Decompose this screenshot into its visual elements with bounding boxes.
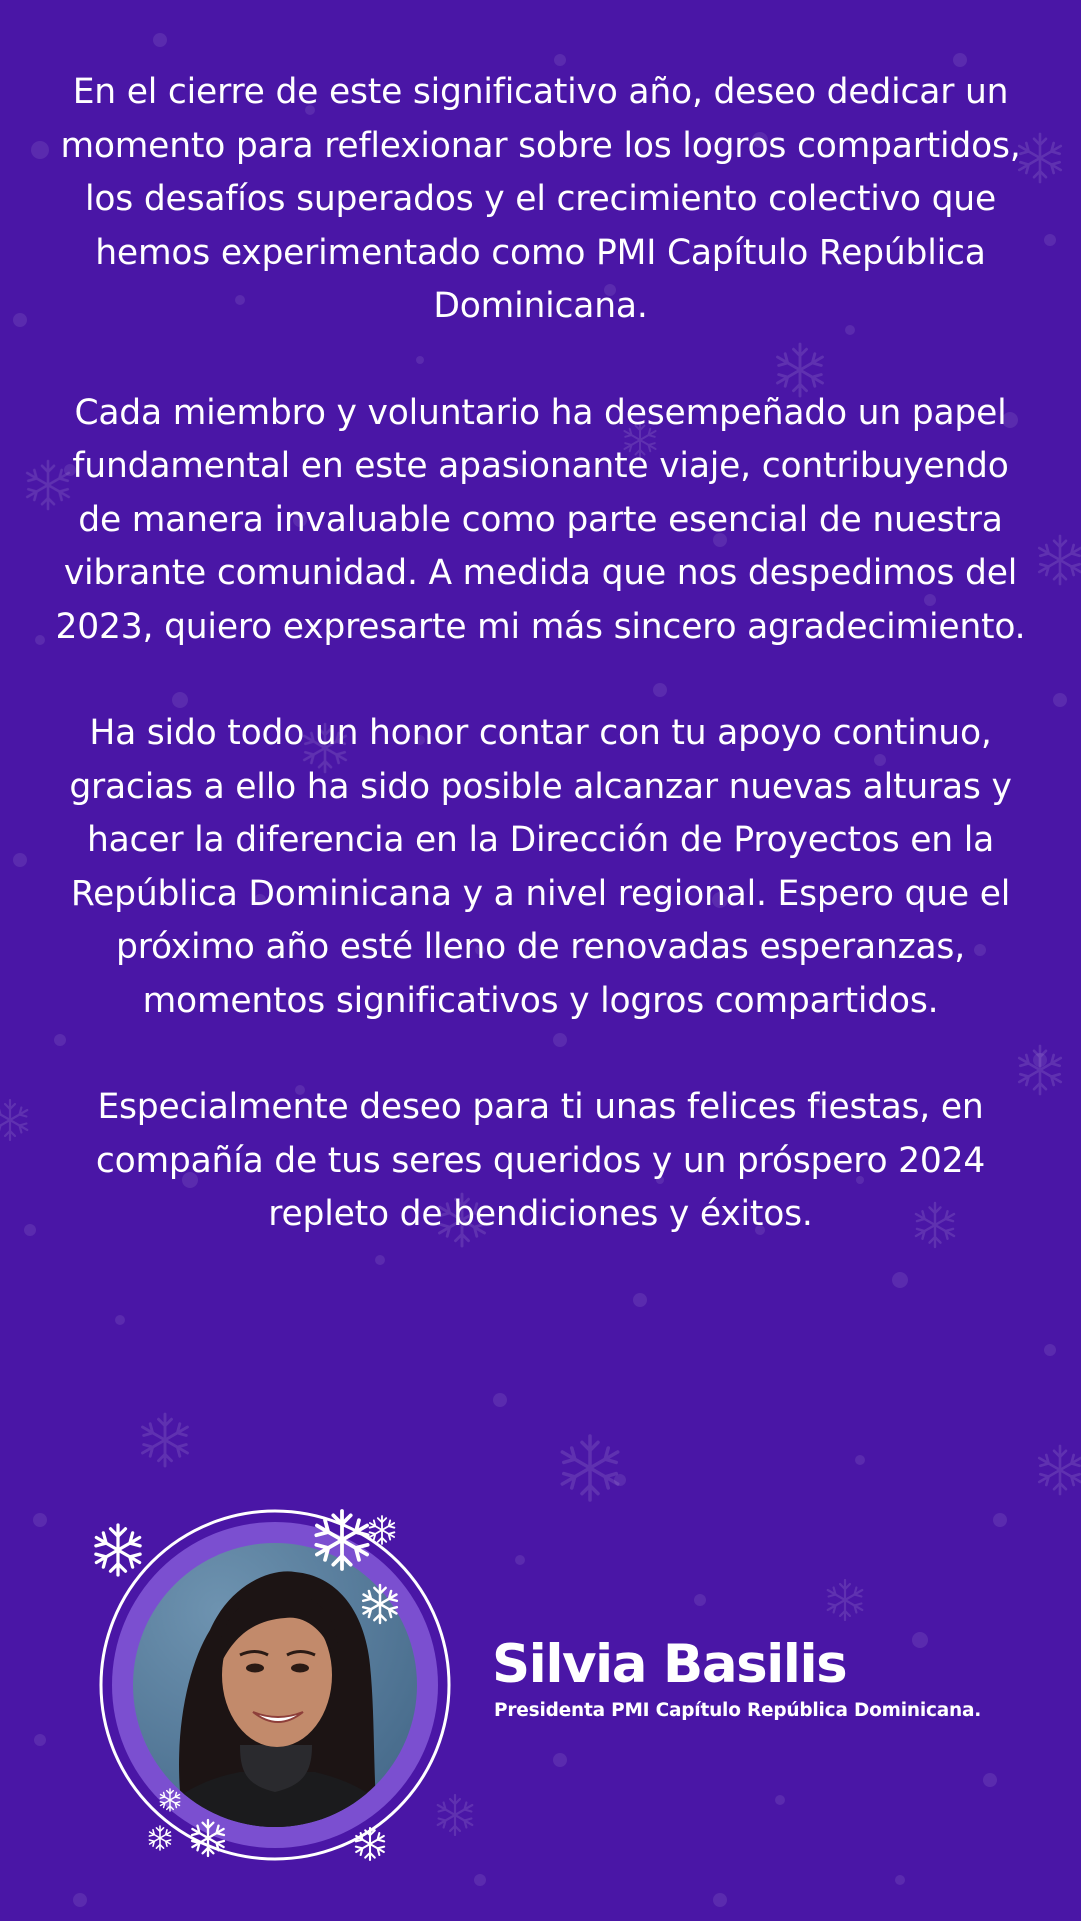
message-paragraph-1: En el cierre de este significativo año, deseo dedicar un momento para reflexionar sobre los logros compartidos, los desafíos superados y el crecimiento colectivo que hemos experimentado como PMI Capítulo República Dominicana. bbox=[60, 72, 1021, 326]
message-paragraph-3: Ha sido todo un honor contar con tu apoyo continuo, gracias a ello ha sido posible alcanzar nuevas alturas y hacer la diferencia en la Dirección de Proyectos en la República Dominicana y a nivel regional. Espero que el próximo año esté lleno de renovadas esperanzas, momentos significativos y logros compartidos. bbox=[69, 713, 1012, 1021]
holiday-message bbox=[50, 66, 1031, 1295]
signature-block bbox=[492, 1636, 1052, 1724]
message-paragraph-4: Especialmente deseo para ti unas felices fiestas, en compañía de tus seres queridos y un próspero 2024 repleto de bendiciones y éxitos. bbox=[95, 1087, 986, 1234]
signer-title: Presidenta PMI Capítulo República Dominicana. bbox=[494, 1700, 982, 1721]
message-paragraph-2: Cada miembro y voluntario ha desempeñado un papel fundamental en este apasionante viaje, contribuyendo de manera invaluable como parte esencial de nuestra vibrante comunidad. A medida que nos despedimos del 2023, quiero expresarte mi más sincero agradecimiento. bbox=[55, 392, 1026, 647]
portrait-photo bbox=[90, 1500, 460, 1870]
portrait-frame bbox=[90, 1500, 460, 1870]
signer-name: Silvia Basilis bbox=[492, 1634, 847, 1695]
